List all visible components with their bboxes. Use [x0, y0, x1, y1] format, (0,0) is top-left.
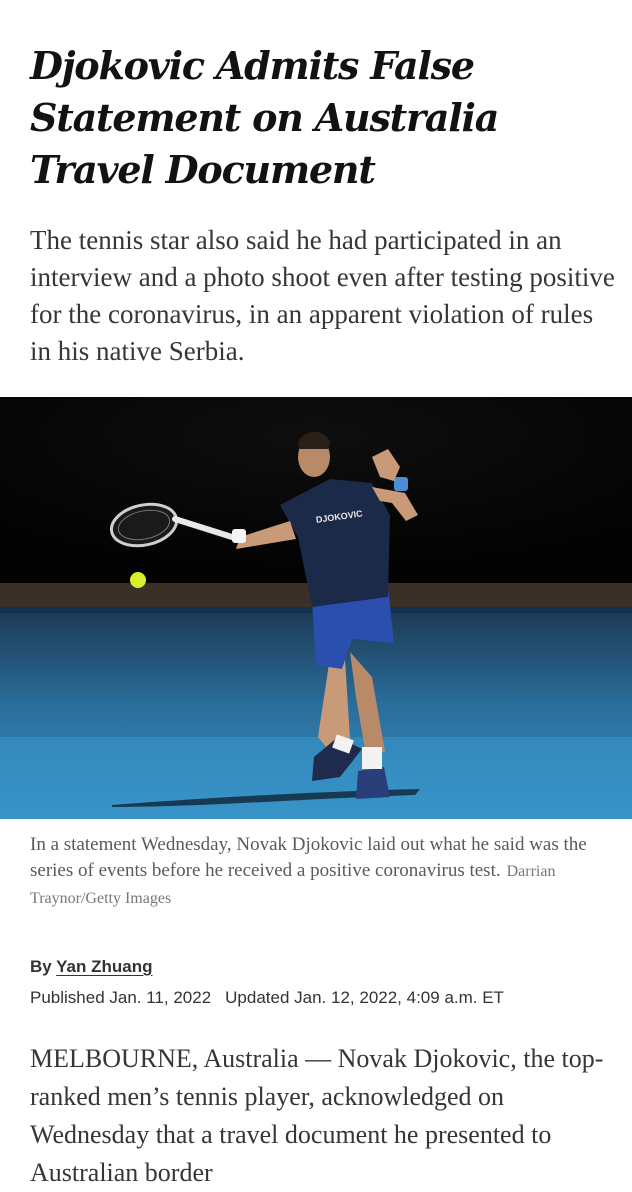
article-body-paragraph: MELBOURNE, Australia — Novak Djokovic, the top-ranked men’s tennis player, acknowledged on Wednesday that a travel document he presented to Australian border [30, 1044, 604, 1187]
article-photo[interactable] [0, 397, 632, 819]
article-timestamps [30, 988, 504, 1008]
author-link[interactable]: Yan Zhuang [56, 957, 153, 976]
shirt-logo-text: DJOKOVIC [315, 508, 364, 525]
tennis-ball [130, 572, 146, 588]
updated-date: Updated Jan. 12, 2022, 4:09 a.m. ET [225, 988, 504, 1007]
photo-caption [30, 832, 610, 912]
photo-credit: Darrian Traynor/Getty Images [30, 863, 556, 907]
article-headline: Djokovic Admits False Statement on Australia Travel Document [30, 43, 499, 192]
published-date: Published Jan. 11, 2022 [30, 988, 212, 1007]
article-summary: The tennis star also said he had participated in an interview and a photo shoot even after testing positive for the coronavirus, in an apparent violation of rules in his native Serbia. [30, 225, 615, 366]
byline-prefix: By [30, 957, 52, 976]
caption-text: In a statement Wednesday, Novak Djokovic laid out what he said was the series of events before he received a positive coronavirus test. [30, 834, 587, 881]
byline [30, 957, 153, 977]
